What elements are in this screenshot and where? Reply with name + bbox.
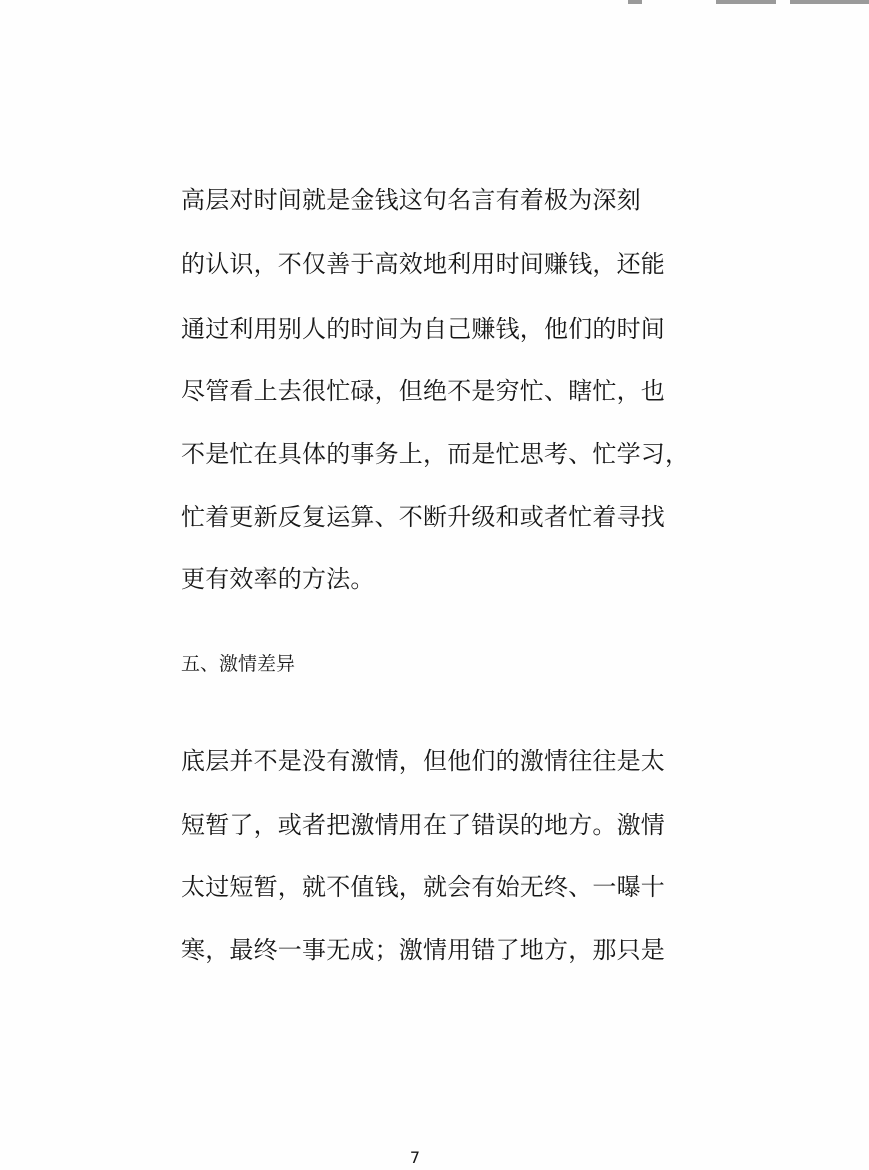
scan-artifact: [790, 0, 869, 4]
paragraph-line: 更有效率的方法。: [181, 565, 375, 593]
section-heading: 五、激情差异: [181, 653, 296, 675]
paragraph-line: 忙着更新反复运算、不断升级和或者忙着寻找: [181, 503, 665, 531]
paragraph-line: 尽管看上去很忙碌，但绝不是穷忙、瞎忙，也: [181, 377, 665, 405]
paragraph-line: 寒，最终一事无成；激情用错了地方，那只是: [181, 936, 665, 964]
scan-artifact: [716, 0, 776, 4]
paragraph-line: 的认识，不仅善于高效地利用时间赚钱，还能: [181, 250, 665, 278]
paragraph-line: 短暂了，或者把激情用在了错误的地方。激情: [181, 811, 665, 839]
paragraph-line: 底层并不是没有激情，但他们的激情往往是太: [181, 747, 665, 775]
paragraph-line: 不是忙在具体的事务上，而是忙思考、忙学习，: [181, 440, 690, 468]
paragraph-line: 通过利用别人的时间为自己赚钱，他们的时间: [181, 315, 665, 343]
scan-artifact: [628, 0, 642, 4]
page-number: 7: [409, 1148, 421, 1167]
paragraph-line: 高层对时间就是金钱这句名言有着极为深刻: [181, 186, 641, 214]
paragraph-line: 太过短暂，就不值钱，就会有始无终、一曝十: [181, 873, 665, 901]
